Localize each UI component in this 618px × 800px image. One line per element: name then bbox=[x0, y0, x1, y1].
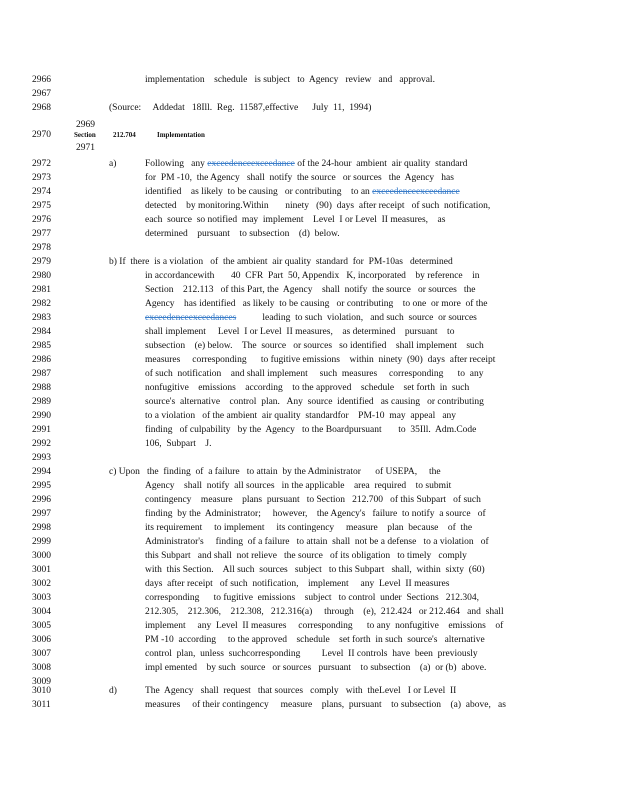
line-text: corresponding to fugitive emissions subject to control under Sections 212.304, bbox=[145, 593, 480, 603]
line-text: finding of culpability by the Agency to the Boardpursuant to 35Ill. Adm.Code bbox=[145, 425, 477, 435]
tracked-change: exceedenceexceedance bbox=[372, 187, 460, 197]
line-2981 bbox=[0, 283, 618, 297]
line-text: this Subpart and shall not relieve the source of its obligation to timely comply bbox=[145, 551, 467, 561]
line-3000 bbox=[0, 549, 618, 563]
line-text: implementation schedule is subject to Agency review and approval. bbox=[145, 75, 435, 85]
line-text: Agency shall notify all sources in the applicable area required to submit bbox=[145, 481, 452, 491]
line-text: Agency has identified as likely to be causing or contributing to one or more of the bbox=[145, 299, 488, 309]
line-text: Administrator's finding of a failure to attain shall not be a defense to a violation of bbox=[145, 537, 489, 547]
line-text: b) If there is a violation of the ambient air quality standard for PM-10as determined bbox=[109, 257, 453, 267]
subsection-marker-a: a) bbox=[109, 159, 117, 169]
line-number: 2983 bbox=[32, 313, 51, 323]
line-2994 bbox=[0, 465, 618, 479]
line-text: control plan, unless suchcorresponding Level II controls have been previously bbox=[145, 649, 478, 659]
line-3002 bbox=[0, 577, 618, 591]
line-3007 bbox=[0, 647, 618, 661]
line-2976 bbox=[0, 213, 618, 227]
line-2978 bbox=[0, 241, 618, 255]
line-text bbox=[145, 157, 467, 171]
line-3008 bbox=[0, 661, 618, 675]
line-2997 bbox=[0, 507, 618, 521]
line-number: 3002 bbox=[32, 579, 51, 589]
line-3003 bbox=[0, 591, 618, 605]
text-before-change: identified as likely to be causing or contributing to an bbox=[145, 187, 373, 197]
line-number: 2989 bbox=[32, 397, 51, 407]
line-number: 2994 bbox=[32, 467, 51, 477]
line-number: 2984 bbox=[32, 327, 51, 337]
line-text: each source so notified may implement Level I or Level II measures, as bbox=[145, 215, 446, 225]
line-text: impl emented by such source or sources pursuant to subsection (a) or (b) above. bbox=[145, 663, 487, 673]
line-2996 bbox=[0, 493, 618, 507]
line-number: 2979 bbox=[32, 257, 51, 267]
line-number: 3003 bbox=[32, 593, 51, 603]
line-text: c) Upon the finding of a failure to attain by the Administrator of USEPA, the bbox=[109, 467, 441, 477]
line-text: determined pursuant to subsection (d) below. bbox=[145, 229, 340, 239]
line-number: 2981 bbox=[32, 285, 51, 295]
line-number: 2995 bbox=[32, 481, 51, 491]
line-number: 3005 bbox=[32, 621, 51, 631]
line-2991 bbox=[0, 423, 618, 437]
line-number: 2973 bbox=[32, 173, 51, 183]
line-number: 2986 bbox=[32, 355, 51, 365]
line-2999 bbox=[0, 535, 618, 549]
line-2983 bbox=[0, 311, 618, 325]
line-2975 bbox=[0, 199, 618, 213]
line-number: 3008 bbox=[32, 663, 51, 673]
line-number: 2971 bbox=[76, 143, 95, 153]
line-text: with this Section. All such sources subject to this Subpart shall, within sixty (60) bbox=[145, 565, 485, 575]
line-text: its requirement to implement its contingency measure plan because of the bbox=[145, 523, 473, 533]
line-2985 bbox=[0, 339, 618, 353]
line-2988 bbox=[0, 381, 618, 395]
line-3005 bbox=[0, 619, 618, 633]
line-3010 bbox=[0, 684, 618, 698]
line-text: shall implement Level I or Level II measures, as determined pursuant to bbox=[145, 327, 455, 337]
line-text: subsection (e) below. The source or sources so identified shall implement such bbox=[145, 341, 484, 351]
line-2995 bbox=[0, 479, 618, 493]
line-number: 2972 bbox=[32, 159, 51, 169]
line-2992 bbox=[0, 437, 618, 451]
line-3006 bbox=[0, 633, 618, 647]
line-number: 2987 bbox=[32, 369, 51, 379]
line-number: 2966 bbox=[32, 75, 51, 85]
line-text: measures of their contingency measure plans, pursuant to subsection (a) above, as bbox=[145, 700, 506, 710]
line-text: (Source: Addedat 18Ill. Reg. 11587,effective July 11, 1994) bbox=[109, 103, 372, 113]
line-number: 3011 bbox=[32, 700, 51, 710]
line-text: to a violation of the ambient air quality standardfor PM-10 may appeal any bbox=[145, 411, 457, 421]
line-text: finding by the Administrator; however, the Agency's failure to notify a source of bbox=[145, 509, 486, 519]
line-text: detected by monitoring.Within ninety (90) days after receipt of such notification, bbox=[145, 201, 491, 211]
line-text: implement any Level II measures corresponding to any nonfugitive emissions of bbox=[145, 621, 504, 631]
line-text: PM -10 according to the approved schedule set forth in such source's alternative bbox=[145, 635, 485, 645]
line-2979 bbox=[0, 255, 618, 269]
text-after-change: leading to such violation, and such source or sources bbox=[236, 313, 477, 323]
line-number: 2977 bbox=[32, 229, 51, 239]
line-2987 bbox=[0, 367, 618, 381]
line-number: 2990 bbox=[32, 411, 51, 421]
line-number: 2980 bbox=[32, 271, 51, 281]
line-text: of such notification and shall implement such measures corresponding to any bbox=[145, 369, 484, 379]
line-number: 2988 bbox=[32, 383, 51, 393]
section-heading bbox=[0, 128, 618, 142]
line-2968 bbox=[0, 101, 618, 115]
line-text bbox=[145, 185, 460, 199]
line-text: 106, Subpart J. bbox=[145, 439, 212, 449]
line-number: 3001 bbox=[32, 565, 51, 575]
line-text: for PM -10, the Agency shall notify the source or sources the Agency has bbox=[145, 173, 454, 183]
line-text: 212.305, 212.306, 212.308, 212.316(a) through (e), 212.424 or 212.464 and shall bbox=[145, 607, 504, 617]
line-2998 bbox=[0, 521, 618, 535]
subsection-marker-d: d) bbox=[109, 686, 117, 696]
line-number: 2991 bbox=[32, 425, 51, 435]
line-text: days after receipt of such notification, implement any Level II measures bbox=[145, 579, 450, 589]
line-3001 bbox=[0, 563, 618, 577]
line-2986 bbox=[0, 353, 618, 367]
line-3011 bbox=[0, 698, 618, 712]
line-number: 2970 bbox=[32, 130, 51, 140]
line-3004 bbox=[0, 605, 618, 619]
line-number: 2992 bbox=[32, 439, 51, 449]
line-text: in accordancewith 40 CFR Part 50, Appendix K, incorporated by reference in bbox=[145, 271, 480, 281]
line-number: 2997 bbox=[32, 509, 51, 519]
line-2984 bbox=[0, 325, 618, 339]
line-number: 2978 bbox=[32, 243, 51, 253]
line-number: 3010 bbox=[32, 686, 51, 696]
line-number: 2985 bbox=[32, 341, 51, 351]
line-2990 bbox=[0, 409, 618, 423]
line-text: The Agency shall request that sources comply with theLevel I or Level II bbox=[145, 686, 457, 696]
line-number: 3006 bbox=[32, 635, 51, 645]
line-2977 bbox=[0, 227, 618, 241]
line-text bbox=[145, 311, 477, 325]
line-text: contingency measure plans pursuant to Section 212.700 of this Subpart of such bbox=[145, 495, 481, 505]
line-2972 bbox=[0, 157, 618, 171]
line-number: 2969 bbox=[76, 120, 95, 130]
section-number: 212.704 bbox=[113, 131, 136, 139]
line-number: 3004 bbox=[32, 607, 51, 617]
line-text: measures corresponding to fugitive emissions within ninety (90) days after receipt bbox=[145, 355, 496, 365]
line-number: 2975 bbox=[32, 201, 51, 211]
line-2974 bbox=[0, 185, 618, 199]
line-2980 bbox=[0, 269, 618, 283]
line-number: 2982 bbox=[32, 299, 51, 309]
line-number: 2968 bbox=[32, 103, 51, 113]
line-number: 2974 bbox=[32, 187, 51, 197]
line-number: 2967 bbox=[32, 89, 51, 99]
line-number: 2996 bbox=[32, 495, 51, 505]
line-text: nonfugitive emissions according to the approved schedule set forth in such bbox=[145, 383, 470, 393]
line-2993 bbox=[0, 451, 618, 465]
line-number: 3000 bbox=[32, 551, 51, 561]
line-2971 bbox=[0, 141, 618, 155]
section-title: Implementation bbox=[157, 131, 205, 139]
line-number: 2976 bbox=[32, 215, 51, 225]
text-before-change: Following any bbox=[145, 159, 208, 169]
line-number: 2993 bbox=[32, 453, 51, 463]
section-label: Section bbox=[74, 131, 96, 139]
tracked-change: exceedenceexceedances bbox=[145, 313, 237, 323]
line-2973 bbox=[0, 171, 618, 185]
line-number: 3009 bbox=[32, 677, 51, 687]
tracked-change: exceedenceexceedance bbox=[207, 159, 295, 169]
text-after-change: of the 24-hour ambient air quality standard bbox=[294, 159, 468, 169]
line-2989 bbox=[0, 395, 618, 409]
line-number: 2998 bbox=[32, 523, 51, 533]
line-number: 2999 bbox=[32, 537, 51, 547]
line-2967 bbox=[0, 87, 618, 101]
line-number: 3007 bbox=[32, 649, 51, 659]
line-2966 bbox=[0, 73, 618, 87]
line-text: Section 212.113 of this Part, the Agency shall notify the source or sources the bbox=[145, 285, 476, 295]
line-2982 bbox=[0, 297, 618, 311]
line-text: source's alternative control plan. Any source identified as causing or contributing bbox=[145, 397, 484, 407]
